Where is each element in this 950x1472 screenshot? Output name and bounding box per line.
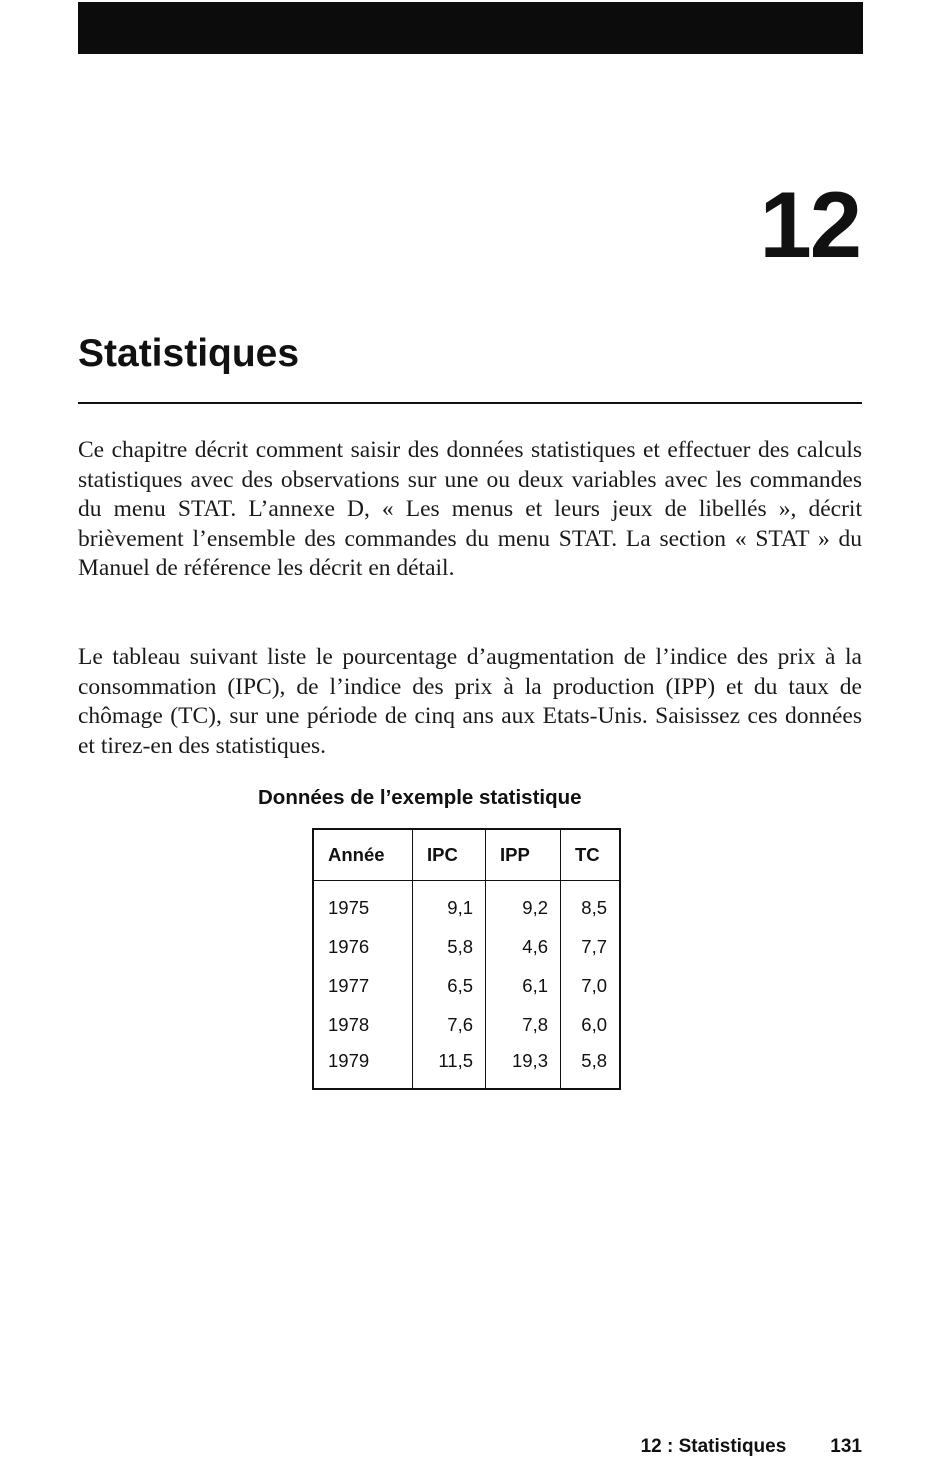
- page-number: 131: [830, 1436, 862, 1457]
- cell-ipc: 5,8: [413, 927, 486, 966]
- column-header-ipp: IPP: [486, 829, 561, 881]
- cell-ipp: 6,1: [486, 966, 561, 1005]
- cell-tc: 6,0: [561, 1005, 621, 1044]
- table-header-row: [313, 829, 620, 881]
- column-header-tc: TC: [561, 829, 621, 881]
- table-row: [313, 966, 620, 1005]
- chapter-header-bar: [78, 2, 863, 54]
- table-row: [313, 1005, 620, 1044]
- cell-ipc: 7,6: [413, 1005, 486, 1044]
- chapter-number: 12: [759, 172, 860, 277]
- cell-ipp: 9,2: [486, 881, 561, 928]
- cell-year: 1978: [313, 1005, 413, 1044]
- cell-year: 1977: [313, 966, 413, 1005]
- chapter-title: Statistiques: [78, 332, 300, 375]
- table-row: [313, 927, 620, 966]
- statistics-data-table: [312, 828, 621, 1090]
- column-header-year: Année: [313, 829, 413, 881]
- page-footer: [641, 1437, 862, 1456]
- table-row: [313, 881, 620, 928]
- cell-ipc: 9,1: [413, 881, 486, 928]
- footer-running-title: 12 : Statistiques: [640, 1436, 787, 1457]
- cell-ipp: 19,3: [486, 1044, 561, 1089]
- cell-tc: 7,7: [561, 927, 621, 966]
- column-header-ipc: IPC: [413, 829, 486, 881]
- intro-paragraph: Ce chapitre décrit comment saisir des données statistiques et effectuer des calculs statistiques avec des observations sur une ou deux variables avec les commandes du menu STAT. L’annexe D, « Les menus et leurs jeux de libellés », décrit brièvement l’ensemble des commandes du menu STAT. La section « STAT » du Manuel de référence les décrit en détail.: [78, 437, 862, 582]
- cell-year: 1979: [313, 1044, 413, 1089]
- cell-tc: 5,8: [561, 1044, 621, 1089]
- cell-tc: 8,5: [561, 881, 621, 928]
- table-intro-paragraph: Le tableau suivant liste le pourcentage d’augmentation de l’indice des prix à la consommation (IPC), de l’indice des prix à la production (IPP) et du taux de chômage (TC), sur une période de cinq ans aux Etats-Unis. Saisissez ces données et tirez-en des statistiques.: [78, 644, 862, 759]
- cell-ipp: 4,6: [486, 927, 561, 966]
- cell-tc: 7,0: [561, 966, 621, 1005]
- table-caption: Données de l’exemple statistique: [258, 786, 582, 809]
- cell-ipc: 6,5: [413, 966, 486, 1005]
- title-divider: [78, 402, 862, 404]
- table-row: [313, 1044, 620, 1089]
- cell-ipp: 7,8: [486, 1005, 561, 1044]
- cell-year: 1976: [313, 927, 413, 966]
- cell-ipc: 11,5: [413, 1044, 486, 1089]
- cell-year: 1975: [313, 881, 413, 928]
